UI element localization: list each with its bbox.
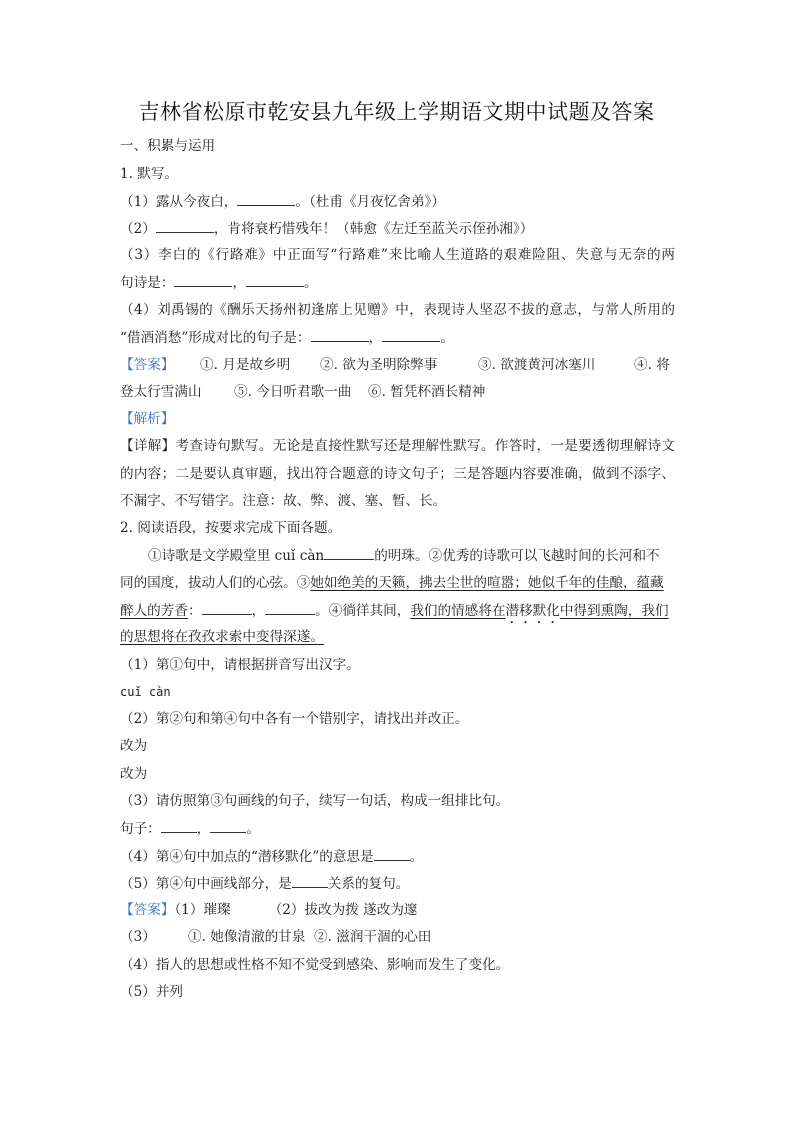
answer-item: ⑤. 今日听君歌一曲: [234, 384, 352, 400]
sentence-label: 句子：: [120, 821, 161, 837]
q1-answer-line2: [120, 384, 675, 400]
detail-text: 考查诗句默写。无论是直接性默写还是理解性默写。作答时，一是要透彻理解诗文: [175, 438, 675, 454]
answer-item: ④. 将: [634, 357, 670, 373]
answer-blank[interactable]: [311, 329, 369, 342]
comma: ，: [251, 603, 266, 619]
answer-blank[interactable]: [292, 875, 328, 888]
answer-item: ①. 月是故乡明: [200, 357, 291, 373]
answer-blank[interactable]: [237, 193, 295, 206]
underlined-clause: 中得到熏陶，我们: [559, 603, 669, 619]
q2-answer-line1: [120, 902, 418, 918]
underlined-clause: 我们的情感将在: [410, 603, 506, 619]
answer-blank[interactable]: [246, 274, 304, 287]
q2-sub2-fix1: 改为: [120, 738, 148, 754]
q2-sub1: （1）第①句中，请根据拼音写出汉字。: [120, 657, 360, 673]
question-text: （5）第④句中画线部分，是: [120, 876, 292, 892]
q2-passage-line1: [148, 547, 660, 564]
q1-part4-line2: [120, 329, 454, 346]
detail-label: 【详解】: [120, 438, 176, 454]
q1-part3-line2: [120, 274, 318, 291]
q1-detail-line1: [120, 438, 675, 454]
answer-blank[interactable]: [210, 820, 246, 833]
answer-item: （2）拔改为拨 遂改为邃: [268, 902, 418, 918]
colon: ：: [187, 603, 202, 619]
q1-part3-prompt: 句诗是：: [120, 275, 175, 291]
passage-text: 同的国度，拔动人们的心弦。③: [120, 575, 311, 591]
q2-passage-line4: [120, 629, 324, 645]
underlined-clause: 的思想将在孜孜求索中变得深遂。: [120, 629, 324, 645]
answer-blank[interactable]: [382, 329, 440, 342]
answer-blank[interactable]: [156, 220, 214, 233]
answer-item-label: （3）: [120, 929, 156, 945]
q2-answer-line4: （5）并列: [120, 984, 184, 1000]
q1-detail-line3: 不漏字、不写错字。注意：故、弊、渡、塞、暂、长。: [120, 493, 447, 509]
q2-sub1-pinyin: cuǐ càn: [120, 685, 171, 699]
q1-part1-text: （1）露从今夜白，: [120, 194, 238, 210]
q2-sub2: （2）第②句和第④句中各有一个错别字，请找出并改正。: [120, 711, 469, 727]
q2-sub4: [120, 848, 423, 865]
q1-part2-label: （2）: [120, 221, 156, 237]
q2-passage-line3: [120, 602, 669, 627]
answer-item: （1）璀璨: [174, 902, 231, 918]
question-text: 关系的复句。: [327, 876, 410, 892]
comma: ，: [368, 330, 383, 346]
q2-sub3: （3）请仿照第③句画线的句子，续写一句话，构成一组排比句。: [120, 793, 510, 809]
q1-part3-line1: （3）李白的《行路难》中正面写“行路难”来比喻人生道路的艰难险阻、失意与无奈的两: [120, 247, 675, 263]
answer-item: ①. 她像清澈的甘泉: [188, 929, 306, 945]
q2-stem: 2. 阅读语段，按要求完成下面各题。: [120, 520, 342, 536]
question-text: （4）第④句中加点的“潜移默化”的意思是: [120, 849, 374, 865]
q1-answer-line1: [120, 357, 675, 373]
passage-text: ①诗歌是文学殿堂里 cuǐ càn: [148, 548, 325, 564]
q1-part4-prompt: “借酒消愁”形成对比的句子是：: [120, 330, 311, 346]
answer-item: ⑥. 暂凭杯酒长精神: [368, 384, 486, 400]
q2-answer-line3: （4）指人的思想或性格不知不觉受到感染、影响而发生了变化。: [120, 957, 510, 973]
answer-blank[interactable]: [374, 848, 410, 861]
answer-blank[interactable]: [161, 820, 197, 833]
q1-part1: [120, 193, 445, 210]
answer-item: 登太行雪满山: [120, 384, 202, 400]
q1-part1-source: 。（杜甫《月夜忆舍弟》）: [295, 194, 445, 210]
answer-label: 【答案】: [120, 357, 175, 373]
answer-blank[interactable]: [265, 602, 315, 615]
underlined-sentence: 她如绝美的天籁，拂去尘世的喧嚣；她似千年的佳酿，蕴藏: [310, 575, 664, 591]
period: 。: [303, 275, 318, 291]
q2-sub5: [120, 875, 409, 892]
q1-part2-text: ，肯将衰朽惜残年！（韩愈《左迁至蓝关示侄孙湘》）: [213, 221, 534, 237]
q1-part4-line1: （4）刘禹锡的《酬乐天扬州初逢席上见赠》中，表现诗人坚忍不拔的意志，与常人所用的: [120, 302, 675, 318]
q2-answer-line2: [120, 929, 432, 945]
comma: ，: [196, 821, 211, 837]
analysis-label: 【解析】: [120, 411, 175, 427]
answer-label: 【答案】: [120, 902, 175, 918]
dotted-phrase: 潜移默化: [505, 603, 560, 619]
comma: ，: [232, 275, 246, 291]
period: 。: [409, 849, 424, 865]
q1-detail-line2: 的内容；二是要认真审题，找出符合题意的诗文句子；三是答题内容要准确，做到不添字、: [120, 466, 675, 482]
period: 。: [246, 821, 260, 837]
answer-blank[interactable]: [324, 547, 374, 560]
section-heading: 一、积累与运用: [120, 138, 216, 154]
q2-sub2-fix2: 改为: [120, 766, 148, 782]
document-title: 吉林省松原市乾安县九年级上学期语文期中试题及答案: [138, 100, 655, 124]
answer-blank[interactable]: [202, 602, 252, 615]
passage-text: 的明珠。②优秀的诗歌可以飞越时间的长河和不: [374, 548, 660, 564]
answer-item: ③. 欲渡黄河冰塞川: [478, 357, 596, 373]
q1-stem: 1. 默写。: [120, 166, 179, 182]
q2-passage-line2: [120, 575, 664, 591]
answer-item: ②. 欲为圣明除弊事: [320, 357, 438, 373]
answer-blank[interactable]: [174, 274, 232, 287]
underlined-sentence: 醉人的芳香: [120, 603, 188, 619]
q2-sub3-answer: [120, 820, 260, 837]
answer-item: ②. 滋润干涸的心田: [314, 929, 432, 945]
period: 。: [440, 330, 454, 346]
passage-text: 。④徜徉其间，: [315, 603, 411, 619]
q1-part2: [120, 220, 533, 237]
